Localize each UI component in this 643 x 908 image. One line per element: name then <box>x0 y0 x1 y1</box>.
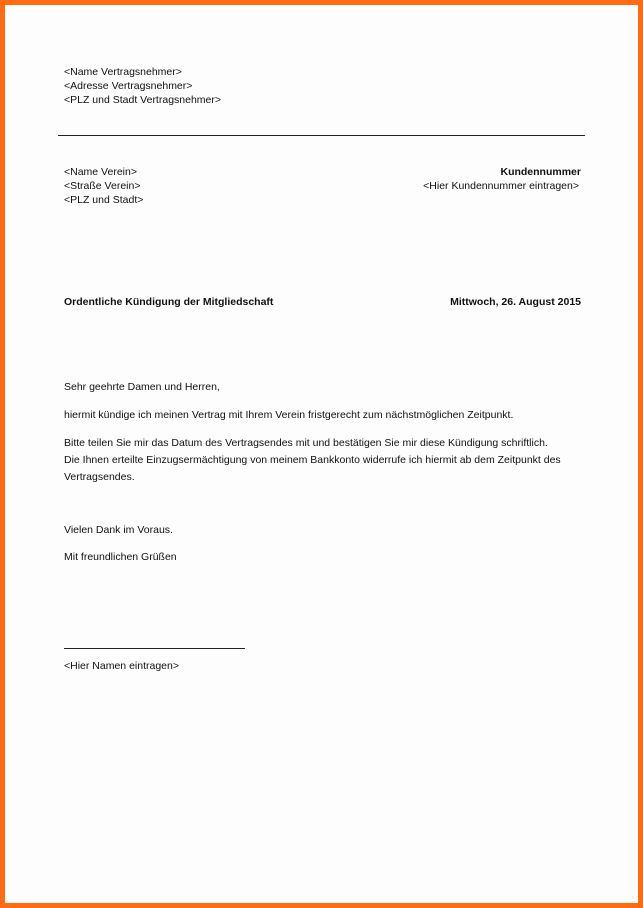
closing-regards: Mit freundlichen Grüßen <box>64 551 177 563</box>
closing-thanks: Vielen Dank im Voraus. <box>64 524 173 536</box>
recipient-street: <Straße Verein> <box>64 180 141 192</box>
signature-line <box>64 648 245 649</box>
recipient-city: <PLZ und Stadt> <box>64 194 144 206</box>
body-paragraph-2-line-1: Bitte teilen Sie mir das Datum des Vertragsendes mit und bestätigen Sie mir diese Kündigung schriftlich. <box>64 437 548 449</box>
sender-address: <Adresse Vertragsnehmer> <box>64 80 193 92</box>
signature-name: <Hier Namen eintragen> <box>64 660 179 672</box>
body-paragraph-1: hiermit kündige ich meinen Vertrag mit Ihrem Verein fristgerecht zum nächstmöglichen Zeitpunkt. <box>64 409 514 421</box>
subject-line: Ordentliche Kündigung der Mitgliedschaft <box>64 296 274 308</box>
recipient-name: <Name Verein> <box>64 166 137 178</box>
sender-city: <PLZ und Stadt Vertragsnehmer> <box>64 94 222 106</box>
customer-number-value: <Hier Kundennummer eintragen> <box>423 180 579 192</box>
customer-number-label: Kundennummer <box>500 166 581 178</box>
body-paragraph-2-line-3: Vertragsendes. <box>64 471 135 483</box>
header-divider <box>58 135 585 136</box>
letter-date: Mittwoch, 26. August 2015 <box>450 296 581 308</box>
body-paragraph-2-line-2: Die Ihnen erteilte Einzugsermächtigung von meinem Bankkonto widerrufe ich hiermit ab dem Zeitpunkt des <box>64 454 561 466</box>
sender-name: <Name Vertragsnehmer> <box>64 66 182 78</box>
salutation: Sehr geehrte Damen und Herren, <box>64 381 220 393</box>
